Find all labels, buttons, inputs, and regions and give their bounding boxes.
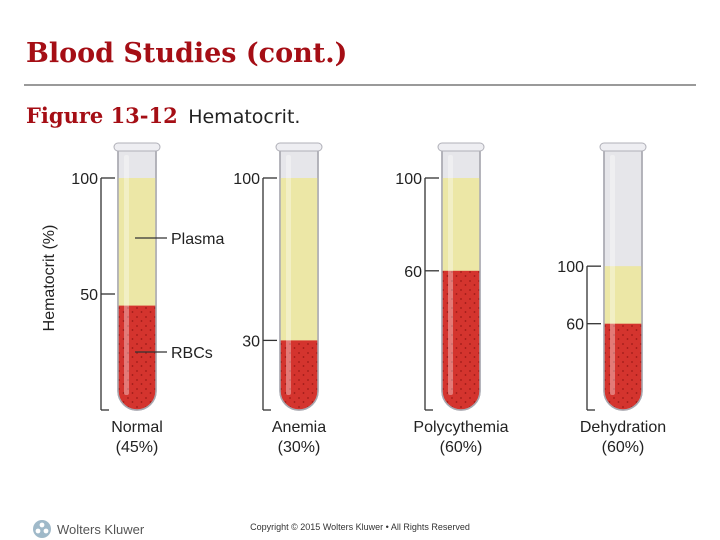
- tube-value: (60%): [601, 439, 645, 456]
- tube-highlight: [286, 155, 291, 395]
- scale-label: 100: [233, 171, 260, 188]
- tube-label: Normal: [111, 419, 163, 436]
- rbc-label: RBCs: [171, 345, 213, 362]
- tube-polycythemia: [395, 143, 508, 456]
- tube-highlight: [610, 155, 615, 395]
- figure-description: Hematocrit.: [188, 106, 301, 128]
- tube-rim: [114, 143, 160, 151]
- tube-rim: [600, 143, 646, 151]
- copyright-notice: Copyright © 2015 Wolters Kluwer • All Rights Reserved: [250, 522, 470, 532]
- tube-highlight: [124, 155, 129, 395]
- tubes-layer: [71, 143, 666, 456]
- tube-anemia: [233, 143, 326, 456]
- publisher-name: Wolters Kluwer: [57, 521, 145, 537]
- tube-rim: [276, 143, 322, 151]
- tube-normal: [71, 143, 224, 456]
- scale-label: 60: [566, 316, 584, 334]
- tube-value: (30%): [277, 439, 321, 456]
- scale-label: 100: [395, 171, 422, 188]
- rbc-texture: [442, 271, 480, 412]
- tube-label: Anemia: [271, 419, 327, 436]
- tube-value: (45%): [115, 439, 159, 456]
- scale-label: 100: [557, 259, 584, 277]
- plasma-label: Plasma: [171, 231, 225, 248]
- rbc-texture: [604, 324, 642, 412]
- rbc-texture: [118, 306, 156, 412]
- scale-label: 60: [404, 263, 422, 281]
- tube-rim: [438, 143, 484, 151]
- scale-label: 50: [80, 287, 98, 304]
- tube-value: (60%): [439, 439, 483, 456]
- figure-number: Figure 13-12: [26, 103, 178, 128]
- scale-label: 100: [71, 171, 98, 188]
- scale-label: 30: [242, 333, 260, 351]
- tube-dehydration: [557, 143, 666, 456]
- tube-label: Dehydration: [579, 419, 667, 436]
- axis-title: Hematocrit (%): [41, 224, 58, 332]
- tube-highlight: [448, 155, 453, 395]
- rbc-texture: [280, 340, 318, 412]
- tube-label: Polycythemia: [413, 419, 509, 436]
- slide-title: Blood Studies (cont.): [26, 38, 348, 69]
